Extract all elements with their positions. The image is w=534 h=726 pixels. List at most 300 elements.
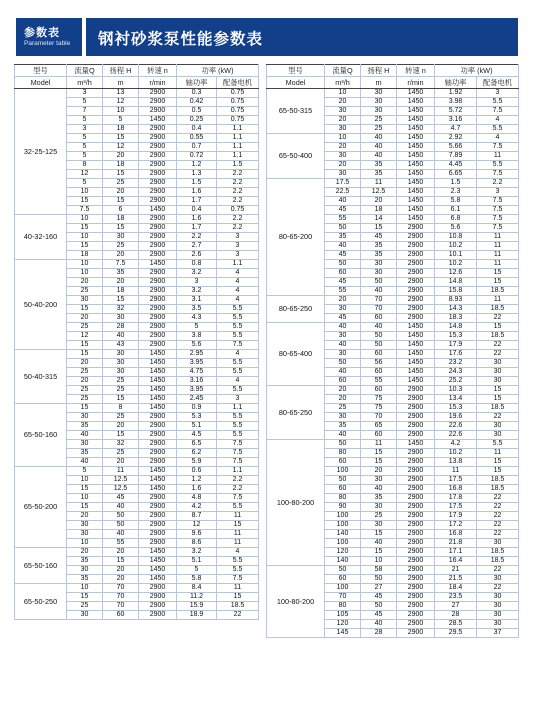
speed-cell: 2900 bbox=[139, 314, 177, 323]
motor-power-cell: 2.2 bbox=[217, 188, 259, 197]
head-cell: 56 bbox=[361, 359, 397, 368]
shaft-power-cell: 15.3 bbox=[435, 404, 477, 413]
motor-power-cell: 7.5 bbox=[477, 143, 519, 152]
motor-power-cell: 22 bbox=[477, 512, 519, 521]
motor-power-cell: 15 bbox=[477, 467, 519, 476]
speed-cell: 2900 bbox=[397, 629, 435, 638]
speed-cell: 2900 bbox=[397, 611, 435, 620]
shaft-power-cell: 2.3 bbox=[435, 188, 477, 197]
head-cell: 15 bbox=[361, 530, 397, 539]
motor-power-cell: 7.5 bbox=[477, 206, 519, 215]
flow-cell: 55 bbox=[325, 215, 361, 224]
speed-cell: 2900 bbox=[397, 521, 435, 530]
speed-cell: 2900 bbox=[139, 431, 177, 440]
shaft-power-cell: 18.4 bbox=[435, 584, 477, 593]
col-flow: 流量Q bbox=[67, 65, 103, 77]
col-power: 功率 (kW) bbox=[435, 65, 519, 77]
head-cell: 40 bbox=[361, 485, 397, 494]
table-row bbox=[15, 548, 259, 557]
head-cell: 70 bbox=[361, 296, 397, 305]
speed-cell: 2900 bbox=[139, 458, 177, 467]
motor-power-cell: 22 bbox=[477, 566, 519, 575]
motor-power-cell: 30 bbox=[477, 539, 519, 548]
speed-cell: 2900 bbox=[397, 431, 435, 440]
flow-cell: 8 bbox=[67, 161, 103, 170]
shaft-power-cell: 4.5 bbox=[177, 431, 217, 440]
motor-power-cell: 2.2 bbox=[217, 485, 259, 494]
head-cell: 60 bbox=[361, 368, 397, 377]
shaft-power-cell: 2.92 bbox=[435, 134, 477, 143]
motor-power-cell: 5.5 bbox=[217, 422, 259, 431]
speed-cell: 2900 bbox=[397, 476, 435, 485]
motor-power-cell: 7.5 bbox=[217, 341, 259, 350]
flow-cell: 3 bbox=[67, 125, 103, 134]
flow-cell: 20 bbox=[325, 395, 361, 404]
speed-cell: 1450 bbox=[139, 260, 177, 269]
head-cell: 70 bbox=[361, 413, 397, 422]
head-cell: 28 bbox=[103, 323, 139, 332]
shaft-power-cell: 9.6 bbox=[177, 530, 217, 539]
flow-cell: 7 bbox=[67, 107, 103, 116]
speed-cell: 2900 bbox=[139, 341, 177, 350]
shaft-power-cell: 8.7 bbox=[177, 512, 217, 521]
shaft-power-cell: 3.98 bbox=[435, 98, 477, 107]
motor-power-cell: 5.5 bbox=[477, 440, 519, 449]
flow-cell: 10 bbox=[67, 215, 103, 224]
head-cell: 30 bbox=[103, 314, 139, 323]
flow-cell: 60 bbox=[325, 377, 361, 386]
head-cell: 40 bbox=[361, 620, 397, 629]
head-cell: 15 bbox=[103, 170, 139, 179]
flow-cell: 10 bbox=[325, 89, 361, 98]
head-cell: 25 bbox=[103, 449, 139, 458]
motor-power-cell: 7.5 bbox=[477, 197, 519, 206]
flow-cell: 20 bbox=[325, 386, 361, 395]
shaft-power-cell: 3 bbox=[177, 278, 217, 287]
speed-cell: 2900 bbox=[139, 422, 177, 431]
col-speed-unit: r/min bbox=[397, 77, 435, 89]
flow-cell: 50 bbox=[325, 359, 361, 368]
shaft-power-cell: 6.5 bbox=[177, 440, 217, 449]
shaft-power-cell: 16.4 bbox=[435, 557, 477, 566]
flow-cell: 80 bbox=[325, 449, 361, 458]
speed-cell: 2900 bbox=[139, 143, 177, 152]
flow-cell: 15 bbox=[67, 593, 103, 602]
motor-power-cell: 11 bbox=[217, 530, 259, 539]
motor-power-cell: 1.1 bbox=[217, 143, 259, 152]
flow-cell: 15 bbox=[67, 197, 103, 206]
flow-cell: 30 bbox=[325, 350, 361, 359]
table-row bbox=[267, 89, 519, 98]
motor-power-cell: 5.5 bbox=[217, 413, 259, 422]
motor-power-cell: 18.5 bbox=[477, 287, 519, 296]
flow-cell: 30 bbox=[325, 413, 361, 422]
flow-cell: 90 bbox=[325, 503, 361, 512]
shaft-power-cell: 5.66 bbox=[435, 143, 477, 152]
motor-power-cell: 1.1 bbox=[217, 467, 259, 476]
speed-cell: 2900 bbox=[139, 539, 177, 548]
head-cell: 40 bbox=[361, 539, 397, 548]
speed-cell: 1450 bbox=[397, 341, 435, 350]
flow-cell: 40 bbox=[67, 431, 103, 440]
head-cell: 75 bbox=[361, 404, 397, 413]
flow-cell: 40 bbox=[325, 242, 361, 251]
flow-cell: 30 bbox=[67, 413, 103, 422]
table-row bbox=[267, 440, 519, 449]
flow-cell: 15 bbox=[67, 350, 103, 359]
flow-cell: 45 bbox=[325, 278, 361, 287]
shaft-power-cell: 17.9 bbox=[435, 341, 477, 350]
title-bar bbox=[86, 18, 518, 56]
head-cell: 60 bbox=[361, 314, 397, 323]
shaft-power-cell: 27 bbox=[435, 602, 477, 611]
head-cell: 25 bbox=[103, 242, 139, 251]
head-cell: 55 bbox=[361, 377, 397, 386]
head-cell: 70 bbox=[103, 593, 139, 602]
shaft-power-cell: 0.7 bbox=[177, 143, 217, 152]
shaft-power-cell: 15.3 bbox=[435, 332, 477, 341]
flow-cell: 60 bbox=[325, 458, 361, 467]
head-cell: 25 bbox=[103, 413, 139, 422]
head-cell: 32 bbox=[103, 440, 139, 449]
right-parameter-table bbox=[266, 64, 519, 638]
speed-cell: 2900 bbox=[397, 530, 435, 539]
speed-cell: 1450 bbox=[139, 368, 177, 377]
col-head: 扬程 H bbox=[361, 65, 397, 77]
speed-cell: 2900 bbox=[397, 242, 435, 251]
motor-power-cell: 22 bbox=[477, 521, 519, 530]
speed-cell: 2900 bbox=[139, 593, 177, 602]
motor-power-cell: 22 bbox=[477, 584, 519, 593]
shaft-power-cell: 0.55 bbox=[177, 134, 217, 143]
shaft-power-cell: 10.3 bbox=[435, 386, 477, 395]
flow-cell: 40 bbox=[325, 341, 361, 350]
head-cell: 13 bbox=[103, 89, 139, 98]
head-cell: 15 bbox=[361, 548, 397, 557]
shaft-power-cell: 10.2 bbox=[435, 242, 477, 251]
shaft-power-cell: 11.2 bbox=[177, 593, 217, 602]
right-table-body bbox=[267, 89, 519, 638]
head-cell: 35 bbox=[361, 161, 397, 170]
flow-cell: 20 bbox=[325, 161, 361, 170]
badge-title-en: Parameter table bbox=[24, 40, 71, 47]
table-row bbox=[267, 386, 519, 395]
motor-power-cell: 11 bbox=[477, 242, 519, 251]
head-cell: 40 bbox=[361, 287, 397, 296]
motor-power-cell: 5.5 bbox=[217, 557, 259, 566]
shaft-power-cell: 5.6 bbox=[435, 224, 477, 233]
motor-power-cell: 5.5 bbox=[217, 368, 259, 377]
shaft-power-cell: 28 bbox=[435, 611, 477, 620]
flow-cell: 10 bbox=[325, 134, 361, 143]
flow-cell: 5 bbox=[67, 179, 103, 188]
motor-power-cell: 30 bbox=[477, 593, 519, 602]
head-cell: 20 bbox=[103, 548, 139, 557]
head-cell: 12 bbox=[103, 143, 139, 152]
col-flow-unit: m³/h bbox=[67, 77, 103, 89]
speed-cell: 2900 bbox=[397, 620, 435, 629]
col-shaft-power: 轴功率 bbox=[177, 77, 217, 89]
head-cell: 25 bbox=[361, 512, 397, 521]
flow-cell: 20 bbox=[67, 548, 103, 557]
head-cell: 20 bbox=[103, 188, 139, 197]
speed-cell: 1450 bbox=[397, 116, 435, 125]
motor-power-cell: 4 bbox=[217, 296, 259, 305]
flow-cell: 10 bbox=[67, 476, 103, 485]
flow-cell: 12 bbox=[67, 170, 103, 179]
speed-cell: 1450 bbox=[139, 116, 177, 125]
speed-cell: 2900 bbox=[139, 530, 177, 539]
shaft-power-cell: 12 bbox=[177, 521, 217, 530]
shaft-power-cell: 16.8 bbox=[435, 530, 477, 539]
head-cell: 15 bbox=[103, 431, 139, 440]
flow-cell: 20 bbox=[325, 116, 361, 125]
shaft-power-cell: 19.6 bbox=[435, 413, 477, 422]
motor-power-cell: 11 bbox=[217, 512, 259, 521]
motor-power-cell: 18.5 bbox=[217, 602, 259, 611]
flow-cell: 30 bbox=[325, 305, 361, 314]
shaft-power-cell: 5.8 bbox=[177, 575, 217, 584]
head-cell: 30 bbox=[361, 89, 397, 98]
head-cell: 18 bbox=[103, 125, 139, 134]
flow-cell: 50 bbox=[325, 260, 361, 269]
motor-power-cell: 2.2 bbox=[477, 179, 519, 188]
shaft-power-cell: 16.8 bbox=[435, 485, 477, 494]
flow-cell: 45 bbox=[325, 314, 361, 323]
shaft-power-cell: 4.75 bbox=[177, 368, 217, 377]
head-cell: 45 bbox=[361, 611, 397, 620]
shaft-power-cell: 17.5 bbox=[435, 476, 477, 485]
shaft-power-cell: 2.6 bbox=[177, 251, 217, 260]
flow-cell: 50 bbox=[325, 566, 361, 575]
shaft-power-cell: 28.5 bbox=[435, 620, 477, 629]
badge-title-cn: 参数表 bbox=[24, 27, 60, 39]
model-cell: 80-65-400 bbox=[267, 323, 325, 386]
head-cell: 35 bbox=[361, 242, 397, 251]
flow-cell: 80 bbox=[325, 602, 361, 611]
shaft-power-cell: 11 bbox=[435, 467, 477, 476]
flow-cell: 30 bbox=[67, 611, 103, 620]
col-model-en: Model bbox=[267, 77, 325, 89]
speed-cell: 2900 bbox=[139, 215, 177, 224]
motor-power-cell: 0.75 bbox=[217, 89, 259, 98]
flow-cell: 45 bbox=[325, 251, 361, 260]
speed-cell: 2900 bbox=[397, 305, 435, 314]
speed-cell: 1450 bbox=[397, 143, 435, 152]
motor-power-cell: 1.1 bbox=[217, 404, 259, 413]
model-cell: 32-25-125 bbox=[15, 89, 67, 215]
speed-cell: 1450 bbox=[139, 476, 177, 485]
motor-power-cell: 2.2 bbox=[217, 179, 259, 188]
head-cell: 10 bbox=[361, 557, 397, 566]
motor-power-cell: 30 bbox=[477, 422, 519, 431]
head-cell: 15 bbox=[103, 197, 139, 206]
col-head-unit: m bbox=[361, 77, 397, 89]
head-cell: 15 bbox=[103, 224, 139, 233]
speed-cell: 2900 bbox=[397, 548, 435, 557]
flow-cell: 5 bbox=[67, 116, 103, 125]
speed-cell: 1450 bbox=[397, 359, 435, 368]
flow-cell: 30 bbox=[325, 152, 361, 161]
speed-cell: 2900 bbox=[139, 287, 177, 296]
flow-cell: 3 bbox=[67, 89, 103, 98]
head-cell: 60 bbox=[361, 350, 397, 359]
table-row bbox=[15, 215, 259, 224]
shaft-power-cell: 0.6 bbox=[177, 467, 217, 476]
flow-cell: 100 bbox=[325, 584, 361, 593]
motor-power-cell: 15 bbox=[477, 278, 519, 287]
flow-cell: 35 bbox=[67, 422, 103, 431]
motor-power-cell: 15 bbox=[217, 521, 259, 530]
shaft-power-cell: 2.2 bbox=[177, 233, 217, 242]
head-cell: 40 bbox=[103, 503, 139, 512]
motor-power-cell: 30 bbox=[477, 359, 519, 368]
col-speed: 转速 n bbox=[139, 65, 177, 77]
speed-cell: 2900 bbox=[397, 251, 435, 260]
shaft-power-cell: 5.1 bbox=[177, 422, 217, 431]
motor-power-cell: 22 bbox=[477, 413, 519, 422]
motor-power-cell: 22 bbox=[217, 611, 259, 620]
motor-power-cell: 0.75 bbox=[217, 116, 259, 125]
speed-cell: 2900 bbox=[397, 287, 435, 296]
motor-power-cell: 3 bbox=[477, 89, 519, 98]
speed-cell: 1450 bbox=[139, 485, 177, 494]
shaft-power-cell: 21.8 bbox=[435, 539, 477, 548]
motor-power-cell: 11 bbox=[477, 449, 519, 458]
speed-cell: 2900 bbox=[397, 395, 435, 404]
speed-cell: 2900 bbox=[397, 224, 435, 233]
shaft-power-cell: 1.92 bbox=[435, 89, 477, 98]
flow-cell: 30 bbox=[67, 440, 103, 449]
speed-cell: 2900 bbox=[139, 179, 177, 188]
motor-power-cell: 2.2 bbox=[217, 170, 259, 179]
speed-cell: 2900 bbox=[397, 503, 435, 512]
head-cell: 30 bbox=[361, 521, 397, 530]
motor-power-cell: 5.5 bbox=[217, 359, 259, 368]
speed-cell: 1450 bbox=[397, 377, 435, 386]
flow-cell: 50 bbox=[325, 440, 361, 449]
flow-cell: 50 bbox=[325, 224, 361, 233]
head-cell: 35 bbox=[361, 251, 397, 260]
speed-cell: 2900 bbox=[397, 593, 435, 602]
motor-power-cell: 3 bbox=[217, 395, 259, 404]
shaft-power-cell: 17.9 bbox=[435, 512, 477, 521]
shaft-power-cell: 17.1 bbox=[435, 548, 477, 557]
page-header bbox=[16, 18, 516, 58]
flow-cell: 35 bbox=[325, 233, 361, 242]
shaft-power-cell: 1.7 bbox=[177, 224, 217, 233]
speed-cell: 1450 bbox=[397, 179, 435, 188]
model-cell: 65-50-250 bbox=[15, 584, 67, 620]
shaft-power-cell: 17.8 bbox=[435, 494, 477, 503]
model-cell: 65-50-160 bbox=[15, 404, 67, 467]
motor-power-cell: 3 bbox=[217, 251, 259, 260]
shaft-power-cell: 10.2 bbox=[435, 260, 477, 269]
speed-cell: 1450 bbox=[397, 197, 435, 206]
speed-cell: 2900 bbox=[139, 332, 177, 341]
speed-cell: 1450 bbox=[397, 125, 435, 134]
speed-cell: 2900 bbox=[397, 386, 435, 395]
motor-power-cell: 22 bbox=[477, 503, 519, 512]
flow-cell: 20 bbox=[325, 296, 361, 305]
head-cell: 35 bbox=[361, 494, 397, 503]
head-cell: 30 bbox=[361, 503, 397, 512]
flow-cell: 15 bbox=[67, 305, 103, 314]
motor-power-cell: 11 bbox=[477, 260, 519, 269]
shaft-power-cell: 3.8 bbox=[177, 332, 217, 341]
head-cell: 7.5 bbox=[103, 260, 139, 269]
flow-cell: 145 bbox=[325, 629, 361, 638]
flow-cell: 50 bbox=[325, 476, 361, 485]
flow-cell: 20 bbox=[325, 98, 361, 107]
head-cell: 12 bbox=[103, 98, 139, 107]
shaft-power-cell: 0.4 bbox=[177, 125, 217, 134]
table-row bbox=[15, 260, 259, 269]
motor-power-cell: 2.2 bbox=[217, 197, 259, 206]
speed-cell: 2900 bbox=[397, 467, 435, 476]
shaft-power-cell: 10.8 bbox=[435, 233, 477, 242]
shaft-power-cell: 13.4 bbox=[435, 395, 477, 404]
head-cell: 28 bbox=[361, 629, 397, 638]
motor-power-cell: 5.5 bbox=[217, 431, 259, 440]
shaft-power-cell: 1.3 bbox=[177, 170, 217, 179]
flow-cell: 80 bbox=[325, 494, 361, 503]
speed-cell: 2900 bbox=[139, 584, 177, 593]
head-cell: 11 bbox=[103, 467, 139, 476]
head-cell: 18 bbox=[103, 215, 139, 224]
flow-cell: 30 bbox=[325, 107, 361, 116]
motor-power-cell: 1.1 bbox=[217, 134, 259, 143]
flow-cell: 40 bbox=[325, 197, 361, 206]
shaft-power-cell: 5.8 bbox=[435, 197, 477, 206]
head-cell: 40 bbox=[103, 332, 139, 341]
motor-power-cell: 1.1 bbox=[217, 152, 259, 161]
flow-cell: 40 bbox=[325, 368, 361, 377]
motor-power-cell: 2.2 bbox=[217, 224, 259, 233]
speed-cell: 1450 bbox=[397, 98, 435, 107]
shaft-power-cell: 15.9 bbox=[177, 602, 217, 611]
speed-cell: 2900 bbox=[139, 161, 177, 170]
flow-cell: 10 bbox=[67, 188, 103, 197]
speed-cell: 2900 bbox=[397, 314, 435, 323]
flow-cell: 25 bbox=[67, 323, 103, 332]
shaft-power-cell: 3.5 bbox=[177, 305, 217, 314]
motor-power-cell: 11 bbox=[217, 584, 259, 593]
speed-cell: 1450 bbox=[397, 206, 435, 215]
shaft-power-cell: 6.65 bbox=[435, 170, 477, 179]
flow-cell: 35 bbox=[67, 575, 103, 584]
head-cell: 12.5 bbox=[361, 188, 397, 197]
shaft-power-cell: 14.8 bbox=[435, 278, 477, 287]
speed-cell: 2900 bbox=[139, 152, 177, 161]
motor-power-cell: 5.5 bbox=[217, 386, 259, 395]
shaft-power-cell: 29.5 bbox=[435, 629, 477, 638]
shaft-power-cell: 3.16 bbox=[177, 377, 217, 386]
model-cell: 100-80-200 bbox=[267, 440, 325, 566]
shaft-power-cell: 5.72 bbox=[435, 107, 477, 116]
flow-cell: 120 bbox=[325, 548, 361, 557]
head-cell: 15 bbox=[361, 224, 397, 233]
head-cell: 35 bbox=[103, 269, 139, 278]
head-cell: 50 bbox=[361, 602, 397, 611]
table-row bbox=[267, 179, 519, 188]
shaft-power-cell: 12.6 bbox=[435, 269, 477, 278]
flow-cell: 25 bbox=[67, 602, 103, 611]
shaft-power-cell: 3.2 bbox=[177, 548, 217, 557]
head-cell: 40 bbox=[361, 152, 397, 161]
speed-cell: 2900 bbox=[139, 125, 177, 134]
flow-cell: 10 bbox=[67, 233, 103, 242]
